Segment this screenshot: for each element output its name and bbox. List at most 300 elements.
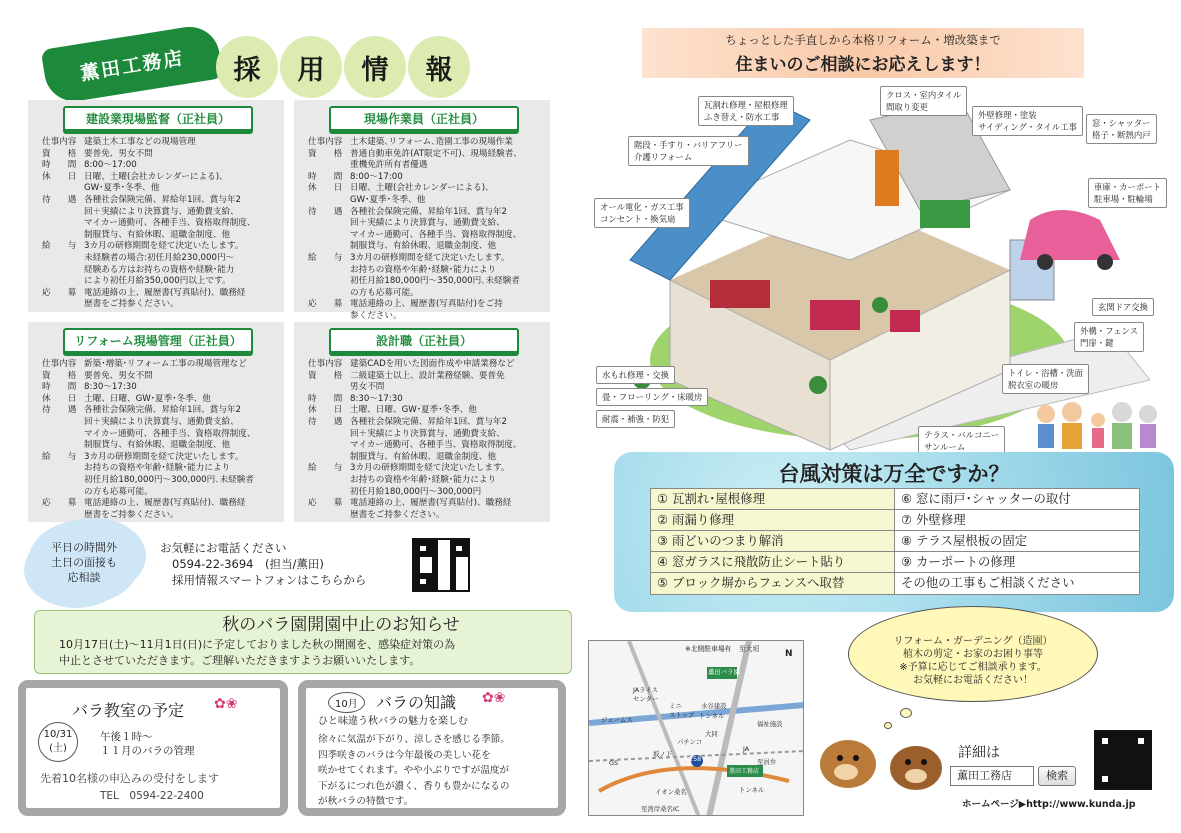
job-row bbox=[42, 452, 274, 464]
bubble-dot bbox=[884, 722, 892, 729]
notice-line-1: 10月17日(土)～11月1日(日)に予定しておりました秋の開園を、感染症対策の為 bbox=[59, 638, 456, 651]
job-row bbox=[42, 288, 274, 300]
job-row bbox=[42, 230, 274, 242]
map-label: パチンコ bbox=[677, 738, 703, 746]
job-row bbox=[42, 276, 274, 288]
map-label: 福祉施設 bbox=[757, 720, 783, 728]
job-row-key: 待 遇 bbox=[308, 206, 343, 217]
rose-icon: ✿❀ bbox=[214, 696, 238, 712]
job-row bbox=[42, 382, 274, 394]
job-row bbox=[308, 429, 540, 441]
job-row bbox=[42, 183, 274, 195]
job-row-value: により初任月給350,000円以上です。 bbox=[84, 276, 231, 287]
map-label: 258 bbox=[689, 755, 702, 763]
callout-electric: オール電化・ガス工事 コンセント・換気扇 bbox=[594, 198, 690, 228]
typhoon-item: ① 瓦割れ･屋根修理 bbox=[651, 489, 895, 510]
job-row-key bbox=[42, 207, 84, 219]
class-details bbox=[100, 730, 195, 758]
job-row-key: 資 格 bbox=[42, 370, 77, 381]
kitchen bbox=[710, 280, 770, 308]
job-row bbox=[42, 359, 274, 371]
job-row-key bbox=[308, 195, 350, 207]
job-row-key bbox=[308, 440, 350, 452]
job-row-key: 休 日 bbox=[308, 405, 343, 416]
job-row bbox=[308, 417, 540, 429]
job-row-key: 応 募 bbox=[42, 498, 77, 509]
job-row-key bbox=[42, 487, 84, 499]
job-row-key: 時 間 bbox=[308, 171, 343, 182]
typhoon-title: 台風対策は万全ですか？ bbox=[778, 462, 1010, 486]
knowledge-body bbox=[318, 732, 510, 810]
job-row bbox=[42, 265, 274, 277]
knowledge-line: 徐々に気温が下がり、涼しさを感じる季節。 bbox=[318, 734, 510, 745]
job-row-value: 回＋実績により決算賞与、通勤費支給、 bbox=[84, 416, 239, 427]
job-row-key bbox=[308, 230, 350, 242]
callout-leak: 水もれ修理・交換 bbox=[596, 366, 675, 384]
job-row-key: 給 与 bbox=[42, 241, 77, 252]
job-row-key: 時 間 bbox=[42, 160, 77, 171]
map-label: JAライス センター bbox=[633, 686, 659, 703]
recruit-char-2: 用 bbox=[280, 36, 342, 98]
job-row-value: 回＋実績により決算賞与、通勤費支給、 bbox=[84, 206, 239, 217]
job-row bbox=[42, 417, 274, 429]
job-row-value: 建築土木工事などの現場管理 bbox=[84, 137, 196, 147]
job-row bbox=[42, 253, 274, 265]
job-row bbox=[42, 487, 274, 499]
north-arrow-icon: N bbox=[785, 649, 793, 659]
callout-roof: 瓦割れ修理・屋根修理 ふき替え・防水工事 bbox=[698, 96, 794, 126]
reform-banner bbox=[642, 28, 1084, 78]
typhoon-item: ⑥ 窓に雨戸･シャッターの取付 bbox=[895, 489, 1139, 510]
map-label: 至大垣 bbox=[739, 645, 760, 653]
job-row bbox=[308, 241, 540, 253]
job-row bbox=[308, 195, 540, 207]
homepage-link[interactable]: ホームページ▶http://www.kunda.jp bbox=[962, 799, 1136, 810]
detail-label: 詳細は bbox=[958, 745, 1000, 761]
rose-knowledge-box bbox=[298, 680, 566, 816]
recruit-char-3: 情 bbox=[344, 36, 406, 98]
job-row-value: 電話連絡の上、履歴書(写真貼付)、職務経 bbox=[350, 498, 512, 509]
job-row-key bbox=[308, 452, 350, 464]
map-label: 水谷建設 bbox=[701, 702, 727, 710]
job-row-value: 要普免、男女不問 bbox=[84, 148, 153, 159]
job-row-key: 待 遇 bbox=[42, 405, 77, 416]
job-row-key bbox=[308, 288, 350, 300]
job-row-value: 3カ月の研修期間を経て決定いたします。 bbox=[84, 241, 244, 252]
typhoon-item: ⑦ 外壁修理 bbox=[895, 510, 1139, 531]
job-row-value: 制服貸与、有給休暇、退職金制度、他 bbox=[84, 440, 231, 451]
job-row-value: 8:00～17:00 bbox=[84, 160, 137, 171]
job-row-key bbox=[308, 160, 350, 172]
job-row bbox=[308, 498, 540, 510]
rose-class-box bbox=[18, 680, 288, 816]
knowledge-title: バラの知識 bbox=[376, 693, 457, 712]
job-row bbox=[42, 394, 274, 406]
job-box-designer bbox=[294, 322, 550, 522]
family-illustration bbox=[1032, 398, 1162, 454]
job-row-key bbox=[308, 241, 350, 253]
qr-module bbox=[1144, 782, 1150, 788]
class-weekday: (土) bbox=[49, 743, 67, 754]
job-row bbox=[308, 253, 540, 265]
job-row-value: 制服貸与、有給休暇、退職金制度、他 bbox=[84, 229, 231, 240]
job-row-value: 電話連絡の上、履歴書(写真貼付)、職務経 bbox=[84, 498, 246, 509]
job-row bbox=[308, 382, 540, 394]
job-row-key: 給 与 bbox=[308, 252, 343, 263]
job-row-key bbox=[42, 299, 84, 311]
job-row bbox=[308, 172, 540, 184]
job-row bbox=[308, 183, 540, 195]
class-tel[interactable]: TEL 0594-22-2400 bbox=[100, 790, 204, 802]
job-row-value: 日曜、土曜(会社カレンダーによる)、 bbox=[350, 183, 494, 194]
knowledge-line: 下がるにつれ色が濃く、香りも豊かになるの bbox=[318, 780, 510, 792]
job-row-key bbox=[308, 311, 350, 323]
job-title: リフォーム現場管理（正社員） bbox=[63, 328, 253, 353]
cloud-line-1: 平日の時間外 bbox=[51, 540, 117, 554]
job-row-key bbox=[308, 487, 350, 499]
class-title: バラ教室の予定 bbox=[72, 701, 185, 720]
notice-body bbox=[59, 637, 455, 669]
job-row bbox=[42, 371, 274, 383]
notice-line-2: 中止とさせていただきます。ご理解いただきますようお願いいたします。 bbox=[59, 654, 421, 667]
job-row-value: 回＋実績により決算賞与、通勤費支給、 bbox=[350, 218, 505, 229]
job-row bbox=[42, 299, 274, 311]
job-row-value: 要普免、男女不問 bbox=[84, 370, 153, 381]
typhoon-item: ⑤ ブロック塀からフェンスへ取替 bbox=[651, 573, 895, 594]
typhoon-panel bbox=[614, 452, 1174, 612]
job-row-key: 応 募 bbox=[308, 299, 343, 310]
job-row-key: 仕事内容 bbox=[308, 137, 343, 147]
job-row bbox=[42, 463, 274, 475]
job-row-value: 男女不問 bbox=[350, 382, 385, 393]
job-row-key bbox=[42, 183, 84, 195]
callout-quake: 耐震・補強・防犯 bbox=[596, 410, 675, 428]
job-row-value: マイカー通勤可、各種手当、資格取得制度、 bbox=[84, 218, 256, 229]
job-row-key bbox=[308, 382, 350, 394]
map-label: GS bbox=[609, 759, 619, 767]
contact-smartphone: 採用情報スマートフォンはこちらから bbox=[172, 573, 367, 587]
rose-icon: ✿❀ bbox=[482, 690, 506, 706]
job-row-value: GW･夏季･冬季、他 bbox=[84, 183, 160, 194]
job-row bbox=[308, 394, 540, 406]
job-row-key: 休 日 bbox=[42, 393, 77, 404]
company-name: 薫田工務店 bbox=[78, 46, 186, 85]
typhoon-item: ④ 窓ガラスに飛散防止シート貼り bbox=[651, 552, 895, 573]
job-row bbox=[42, 475, 274, 487]
contact-lead: お気軽にお電話ください bbox=[160, 541, 287, 555]
search-input[interactable]: 薫田工務店 bbox=[950, 766, 1034, 786]
map-label: 坂ノ下 bbox=[653, 750, 673, 758]
job-row bbox=[42, 498, 274, 510]
job-row-key: 待 遇 bbox=[308, 416, 343, 427]
callout-entrance: 玄関ドア交換 bbox=[1092, 298, 1154, 316]
job-row bbox=[308, 207, 540, 219]
garden-line-4: お気軽にお電話ください！ bbox=[913, 675, 1033, 686]
notice-title: 秋のバラ園開園中止のお知らせ bbox=[211, 611, 471, 639]
job-row-key: 給 与 bbox=[308, 463, 343, 474]
map-label: ミニ ストップ bbox=[669, 702, 695, 719]
job-row-value: 初任月給180,000円～300,000円 bbox=[350, 486, 482, 497]
callout-terrace: テラス・バルコニー サンルーム bbox=[918, 426, 1005, 456]
sofa bbox=[810, 300, 860, 330]
callout-carport: 車庫・カーポート 駐車場・駐輪場 bbox=[1088, 178, 1167, 208]
job-row-value: 各種社会保険完備、昇給年1回、賞与年2 bbox=[350, 206, 508, 217]
job-row-value: 3カ月の研修期間を経て決定いたします。 bbox=[84, 451, 244, 462]
job-row bbox=[308, 149, 540, 161]
homepage-qr-code[interactable] bbox=[1094, 730, 1152, 790]
job-row bbox=[42, 137, 274, 149]
job-row bbox=[42, 440, 274, 452]
typhoon-item: ⑨ カーポートの修理 bbox=[895, 552, 1139, 573]
cloud-line-3: 応相談 bbox=[67, 570, 101, 584]
door bbox=[875, 150, 899, 206]
job-row-key: 休 日 bbox=[308, 183, 343, 194]
callout-stairs: 階段・手すり・バリアフリー 介護リフォーム bbox=[628, 136, 749, 166]
job-row-value: 土曜、日曜、GW･夏季･冬季、他 bbox=[84, 393, 211, 404]
car-wheel bbox=[1037, 254, 1053, 270]
job-row bbox=[308, 487, 540, 499]
map-label: 薫田バラ園 bbox=[708, 668, 740, 676]
dog-illustration bbox=[812, 720, 952, 796]
job-row bbox=[42, 160, 274, 172]
job-row-key bbox=[308, 276, 350, 288]
job-row-key: 資 格 bbox=[308, 370, 343, 381]
interview-cloud bbox=[28, 520, 140, 604]
job-row bbox=[308, 452, 540, 464]
job-row-key bbox=[308, 510, 350, 522]
job-row-key bbox=[42, 218, 84, 230]
job-row-value: 8:30～17:30 bbox=[350, 393, 403, 404]
reform-line-1: ちょっとした手直しから本格リフォーム・増改築まで bbox=[725, 33, 1001, 47]
recruit-char-1: 採 bbox=[216, 36, 278, 98]
job-row-value: マイカー通勤可、各種手当、資格取得制度、 bbox=[350, 229, 522, 240]
job-row bbox=[308, 160, 540, 172]
tree bbox=[809, 376, 827, 394]
map-label: トンネル bbox=[739, 786, 765, 794]
job-row bbox=[308, 475, 540, 487]
garden-line-1: リフォーム・ガーデニング（造園） bbox=[893, 636, 1053, 647]
job-row-value: 電話連絡の上、履歴書(写真貼付)、職務経 bbox=[84, 287, 246, 298]
typhoon-item: ② 雨漏り修理 bbox=[651, 510, 895, 531]
recruit-char-4: 報 bbox=[408, 36, 470, 98]
class-reserve: 先着10名様の申込みの受付をします bbox=[40, 772, 219, 785]
job-row-value: お持ちの資格や年齢･経験･能力により bbox=[84, 463, 231, 474]
recruit-qr-code[interactable] bbox=[412, 538, 470, 592]
job-row bbox=[308, 440, 540, 452]
job-row-key: 応 募 bbox=[308, 498, 343, 509]
callout-toilet: トイレ・浴槽・洗面 脱衣室の暖房 bbox=[1002, 364, 1089, 394]
job-title: 現場作業員（正社員） bbox=[329, 106, 519, 131]
job-row-value: マイカー通勤可、各種手当、資格取得制度、 bbox=[350, 440, 522, 451]
job-row-value: 回＋実績により決算賞与、通勤費支給、 bbox=[350, 428, 505, 439]
knowledge-line: 四季咲きのバラは今年最後の美しい花を bbox=[318, 749, 491, 761]
job-row-key bbox=[42, 417, 84, 429]
job-row bbox=[308, 311, 540, 323]
map-label: トンネル bbox=[699, 712, 725, 720]
garden-line-3: ※予算に応じてご相談承ります。 bbox=[899, 662, 1047, 673]
job-row-key: 資 格 bbox=[42, 148, 77, 159]
job-row bbox=[42, 207, 274, 219]
job-row-value: 初任月給180,000円～300,000円､未経験者 bbox=[84, 474, 254, 485]
job-row-value: お持ちの資格や年齢･経験･能力により bbox=[350, 264, 497, 275]
job-row bbox=[42, 241, 274, 253]
job-row-value: 参ください。 bbox=[350, 310, 402, 321]
job-row-key: 時 間 bbox=[308, 393, 343, 404]
job-row-key: 応 募 bbox=[42, 287, 77, 298]
job-row-value: 建築CADを用いた図面作成や申請業務など bbox=[350, 359, 515, 369]
job-row-value: の方も応募可能。 bbox=[350, 287, 419, 298]
job-row-key bbox=[308, 265, 350, 277]
job-row-key bbox=[42, 429, 84, 441]
job-row-value: 歴書をご持参ください。 bbox=[84, 299, 179, 310]
job-row-key bbox=[42, 276, 84, 288]
class-date: 10/31 bbox=[43, 729, 73, 740]
job-row-key bbox=[42, 463, 84, 475]
access-map[interactable] bbox=[588, 640, 804, 816]
search-button[interactable]: 検索 bbox=[1038, 766, 1076, 786]
job-row-value: お持ちの資格や年齢･経験･能力により bbox=[350, 474, 497, 485]
map-label: ※北側駐車場有 bbox=[685, 645, 732, 653]
job-row-value: 電話連絡の上、履歴書(写真貼付)をご持 bbox=[350, 299, 503, 310]
job-row-value: 制服貸与、有給休暇、退職金制度、他 bbox=[350, 451, 497, 462]
job-row-key: 休 日 bbox=[42, 171, 77, 182]
job-row-value: 重機免許所有者優遇 bbox=[350, 160, 428, 171]
pink-car bbox=[1020, 210, 1120, 260]
map-roads bbox=[589, 641, 804, 816]
job-row bbox=[42, 172, 274, 184]
job-box-reform-manager bbox=[28, 322, 284, 522]
car-wheel bbox=[1097, 254, 1113, 270]
map-label: 至員弁 bbox=[757, 758, 777, 766]
job-row-value: 歴書をご持参ください。 bbox=[84, 509, 179, 520]
job-row-value: 日曜、土曜(会社カレンダーによる)、 bbox=[84, 171, 228, 182]
class-date-badge bbox=[38, 722, 78, 762]
job-row-key: 給 与 bbox=[42, 451, 77, 462]
qr-module bbox=[462, 584, 468, 590]
job-row-key: 仕事内容 bbox=[42, 359, 77, 369]
job-row-value: 初任月給180,000円～350,000円､未経験者 bbox=[350, 276, 520, 287]
contact-block bbox=[160, 540, 366, 588]
job-title: 建設業現場監督（正社員） bbox=[63, 106, 253, 131]
callout-cloth: クロス・室内タイル 間取り変更 bbox=[880, 86, 967, 116]
job-row bbox=[308, 359, 540, 371]
rose-garden-notice bbox=[34, 610, 572, 674]
job-row-value: 各種社会保険完備、昇給年1回、賞与年2 bbox=[84, 194, 242, 205]
job-row bbox=[42, 149, 274, 161]
job-box-site-worker bbox=[294, 100, 550, 321]
job-row bbox=[308, 299, 540, 311]
class-time: 午後１時～ bbox=[100, 731, 153, 743]
bed bbox=[920, 200, 970, 228]
job-row-key bbox=[42, 253, 84, 265]
knowledge-line: が秋バラの特徴です。 bbox=[318, 796, 414, 807]
tree bbox=[872, 297, 888, 313]
map-label: イオン桑名 bbox=[655, 788, 687, 796]
bubble-dot bbox=[900, 708, 912, 718]
garden-bubble bbox=[848, 606, 1098, 702]
job-row bbox=[308, 371, 540, 383]
job-row-value: 経験ある方はお持ちの資格や経験･能力 bbox=[84, 264, 235, 275]
job-row bbox=[308, 265, 540, 277]
job-row-value: 土木建築､リフォーム､造園工事の現場作業 bbox=[350, 137, 513, 147]
job-row-key bbox=[42, 440, 84, 452]
callout-exterior: 外構・フェンス 門扉・鍵 bbox=[1074, 322, 1144, 352]
cloud-line-2: 土日の面接も bbox=[51, 555, 117, 569]
job-row-value: 二級建築士以上、設計業務経験、要普免 bbox=[350, 370, 505, 381]
typhoon-item: その他の工事もご相談ください bbox=[895, 573, 1139, 594]
job-row-value: の方も応募可能。 bbox=[84, 486, 153, 497]
job-row-key: 待 遇 bbox=[42, 194, 77, 205]
typhoon-list bbox=[650, 488, 1140, 595]
job-row-key bbox=[308, 218, 350, 230]
garden-line-2: 植木の剪定・お家のお困り事等 bbox=[903, 649, 1043, 660]
job-row bbox=[308, 230, 540, 242]
typhoon-item: ③ 雨どいのつまり解消 bbox=[651, 531, 895, 552]
job-row-value: マイカー通勤可、各種手当、資格取得制度、 bbox=[84, 428, 256, 439]
job-row-value: 歴書をご持参ください。 bbox=[350, 509, 445, 520]
job-row-key bbox=[42, 230, 84, 242]
job-row bbox=[308, 510, 540, 522]
map-label: JA bbox=[743, 745, 750, 753]
callout-wall: 外壁修理・塗装 サイディング・タイル工事 bbox=[972, 106, 1083, 136]
map-label: 至湾岸桑名IC bbox=[641, 805, 680, 813]
reform-line-2: 住まいのご相談にお応えします！ bbox=[735, 55, 991, 75]
job-row-value: 制服貸与、有給休暇、退職金制度、他 bbox=[350, 241, 497, 252]
job-row-value: 各種社会保険完備、昇給年1回、賞与年2 bbox=[350, 416, 508, 427]
job-row-key bbox=[308, 475, 350, 487]
job-row bbox=[308, 137, 540, 149]
job-row bbox=[42, 195, 274, 207]
job-row-value: 土曜、日曜、GW･夏季･冬季、他 bbox=[350, 405, 477, 416]
job-row bbox=[308, 218, 540, 230]
job-row bbox=[42, 218, 274, 230]
chair bbox=[890, 310, 920, 332]
job-box-site-supervisor bbox=[28, 100, 284, 312]
job-row-key bbox=[42, 475, 84, 487]
job-row-key: 資 格 bbox=[308, 148, 343, 159]
job-row-value: 3カ月の研修期間を経て決定いたします。 bbox=[350, 463, 510, 474]
job-row bbox=[308, 405, 540, 417]
contact-phone[interactable]: 0594-22-3694 (担当/薫田) bbox=[172, 557, 324, 571]
callout-window: 窓・シャッター 格子・断熱内戸 bbox=[1086, 114, 1157, 144]
knowledge-month: 10月 bbox=[328, 692, 365, 713]
job-row-key: 時 間 bbox=[42, 382, 77, 393]
map-label: 薫田工務店 bbox=[729, 768, 760, 775]
knowledge-subtitle: ひと味違う秋バラの魅力を楽しむ bbox=[318, 716, 468, 727]
job-title: 設計職（正社員） bbox=[329, 328, 519, 353]
job-row-key: 仕事内容 bbox=[42, 137, 77, 147]
job-row bbox=[308, 463, 540, 475]
typhoon-item: ⑧ テラス屋根板の固定 bbox=[895, 531, 1139, 552]
job-row-key bbox=[308, 429, 350, 441]
job-row-key: 仕事内容 bbox=[308, 359, 343, 369]
knowledge-line: 咲かせてくれます。やや小ぶりですが温度が bbox=[318, 765, 510, 776]
job-row bbox=[42, 405, 274, 417]
job-row-value: GW･夏季･冬季、他 bbox=[350, 194, 426, 205]
map-label: ジェームス bbox=[601, 716, 633, 724]
job-row-value: 8:30～17:30 bbox=[84, 382, 137, 393]
job-row bbox=[42, 429, 274, 441]
job-row-key bbox=[42, 265, 84, 277]
job-row bbox=[308, 288, 540, 300]
callout-floor: 畳・フローリング・床暖房 bbox=[596, 388, 708, 406]
company-banner bbox=[41, 23, 224, 106]
job-row-value: 新築･増築･リフォーム工事の現場管理など bbox=[84, 359, 247, 369]
job-row-value: 各種社会保険完備、昇給年1回、賞与年2 bbox=[84, 405, 242, 416]
job-row-value: 8:00～17:00 bbox=[350, 171, 403, 182]
job-row bbox=[308, 276, 540, 288]
job-row-value: 3カ月の研修期間を経て決定いたします。 bbox=[350, 252, 510, 263]
